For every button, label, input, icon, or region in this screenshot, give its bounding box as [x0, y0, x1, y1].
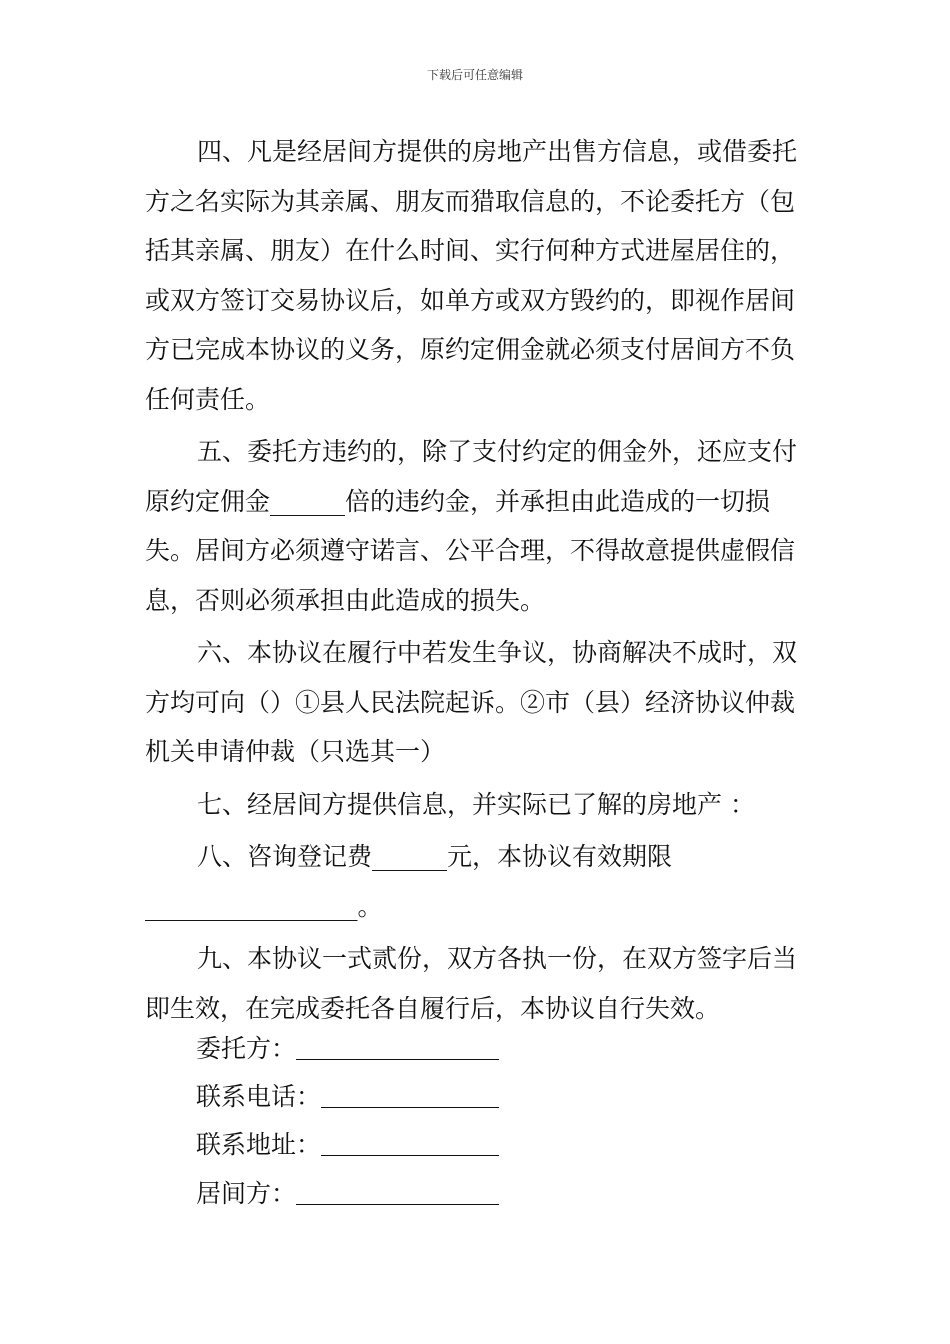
clause-7: 七、经居间方提供信息，并实际已了解的房地产 ： — [197, 789, 755, 819]
signature-label-agent: 居间方： — [196, 1179, 297, 1208]
signature-label-phone: 联系电话： — [196, 1082, 322, 1111]
signature-line-client[interactable] — [296, 1037, 499, 1060]
signature-line-phone[interactable] — [321, 1085, 499, 1108]
clause-5: 五、委托方违约的，除了支付约定的佣金外，还应支付原约定佣金______倍的违约金，并承担由此造成的一切损失。居间方必须遵守诺言、公平合理，不得故意提供虚假信息，否则必须承担由此造成的损失。 — [145, 437, 798, 615]
clause-6: 六、本协议在履行中若发生争议，协商解决不成时，双方均可向（）①县人民法院起诉。②市（县）经济协议仲裁机关申请仲裁（只选其一） — [145, 638, 798, 766]
page-header: 下载后可任意编辑 — [426, 68, 523, 82]
document-body — [145, 127, 810, 1033]
signature-label-client: 委托方： — [196, 1034, 297, 1063]
clause-8: 八、咨询登记费______元，本协议有效期限_________________。 — [145, 842, 673, 921]
signature-label-address: 联系地址： — [196, 1130, 322, 1159]
clause-9: 九、本协议一式贰份，双方各执一份，在双方签字后当即生效，在完成委托各自履行后，本协议自行失效。 — [145, 944, 798, 1023]
signature-row-agent — [196, 1174, 499, 1214]
signature-row-client — [196, 1029, 499, 1069]
clause-4: 四、凡是经居间方提供的房地产出售方信息，或借委托方之名实际为其亲属、朋友而猎取信息的，不论委托方（包括其亲属、朋友）在什么时间、实行何种方式进屋居住的，或双方签订交易协议后，如单方或双方毁约的，即视作居间方已完成本协议的义务，原约定佣金就必须支付居间方不负任何责任。 — [145, 137, 798, 414]
signature-line-agent[interactable] — [296, 1182, 499, 1205]
signature-row-phone — [196, 1077, 499, 1117]
signature-line-address[interactable] — [321, 1133, 499, 1156]
signature-row-address — [196, 1125, 499, 1165]
